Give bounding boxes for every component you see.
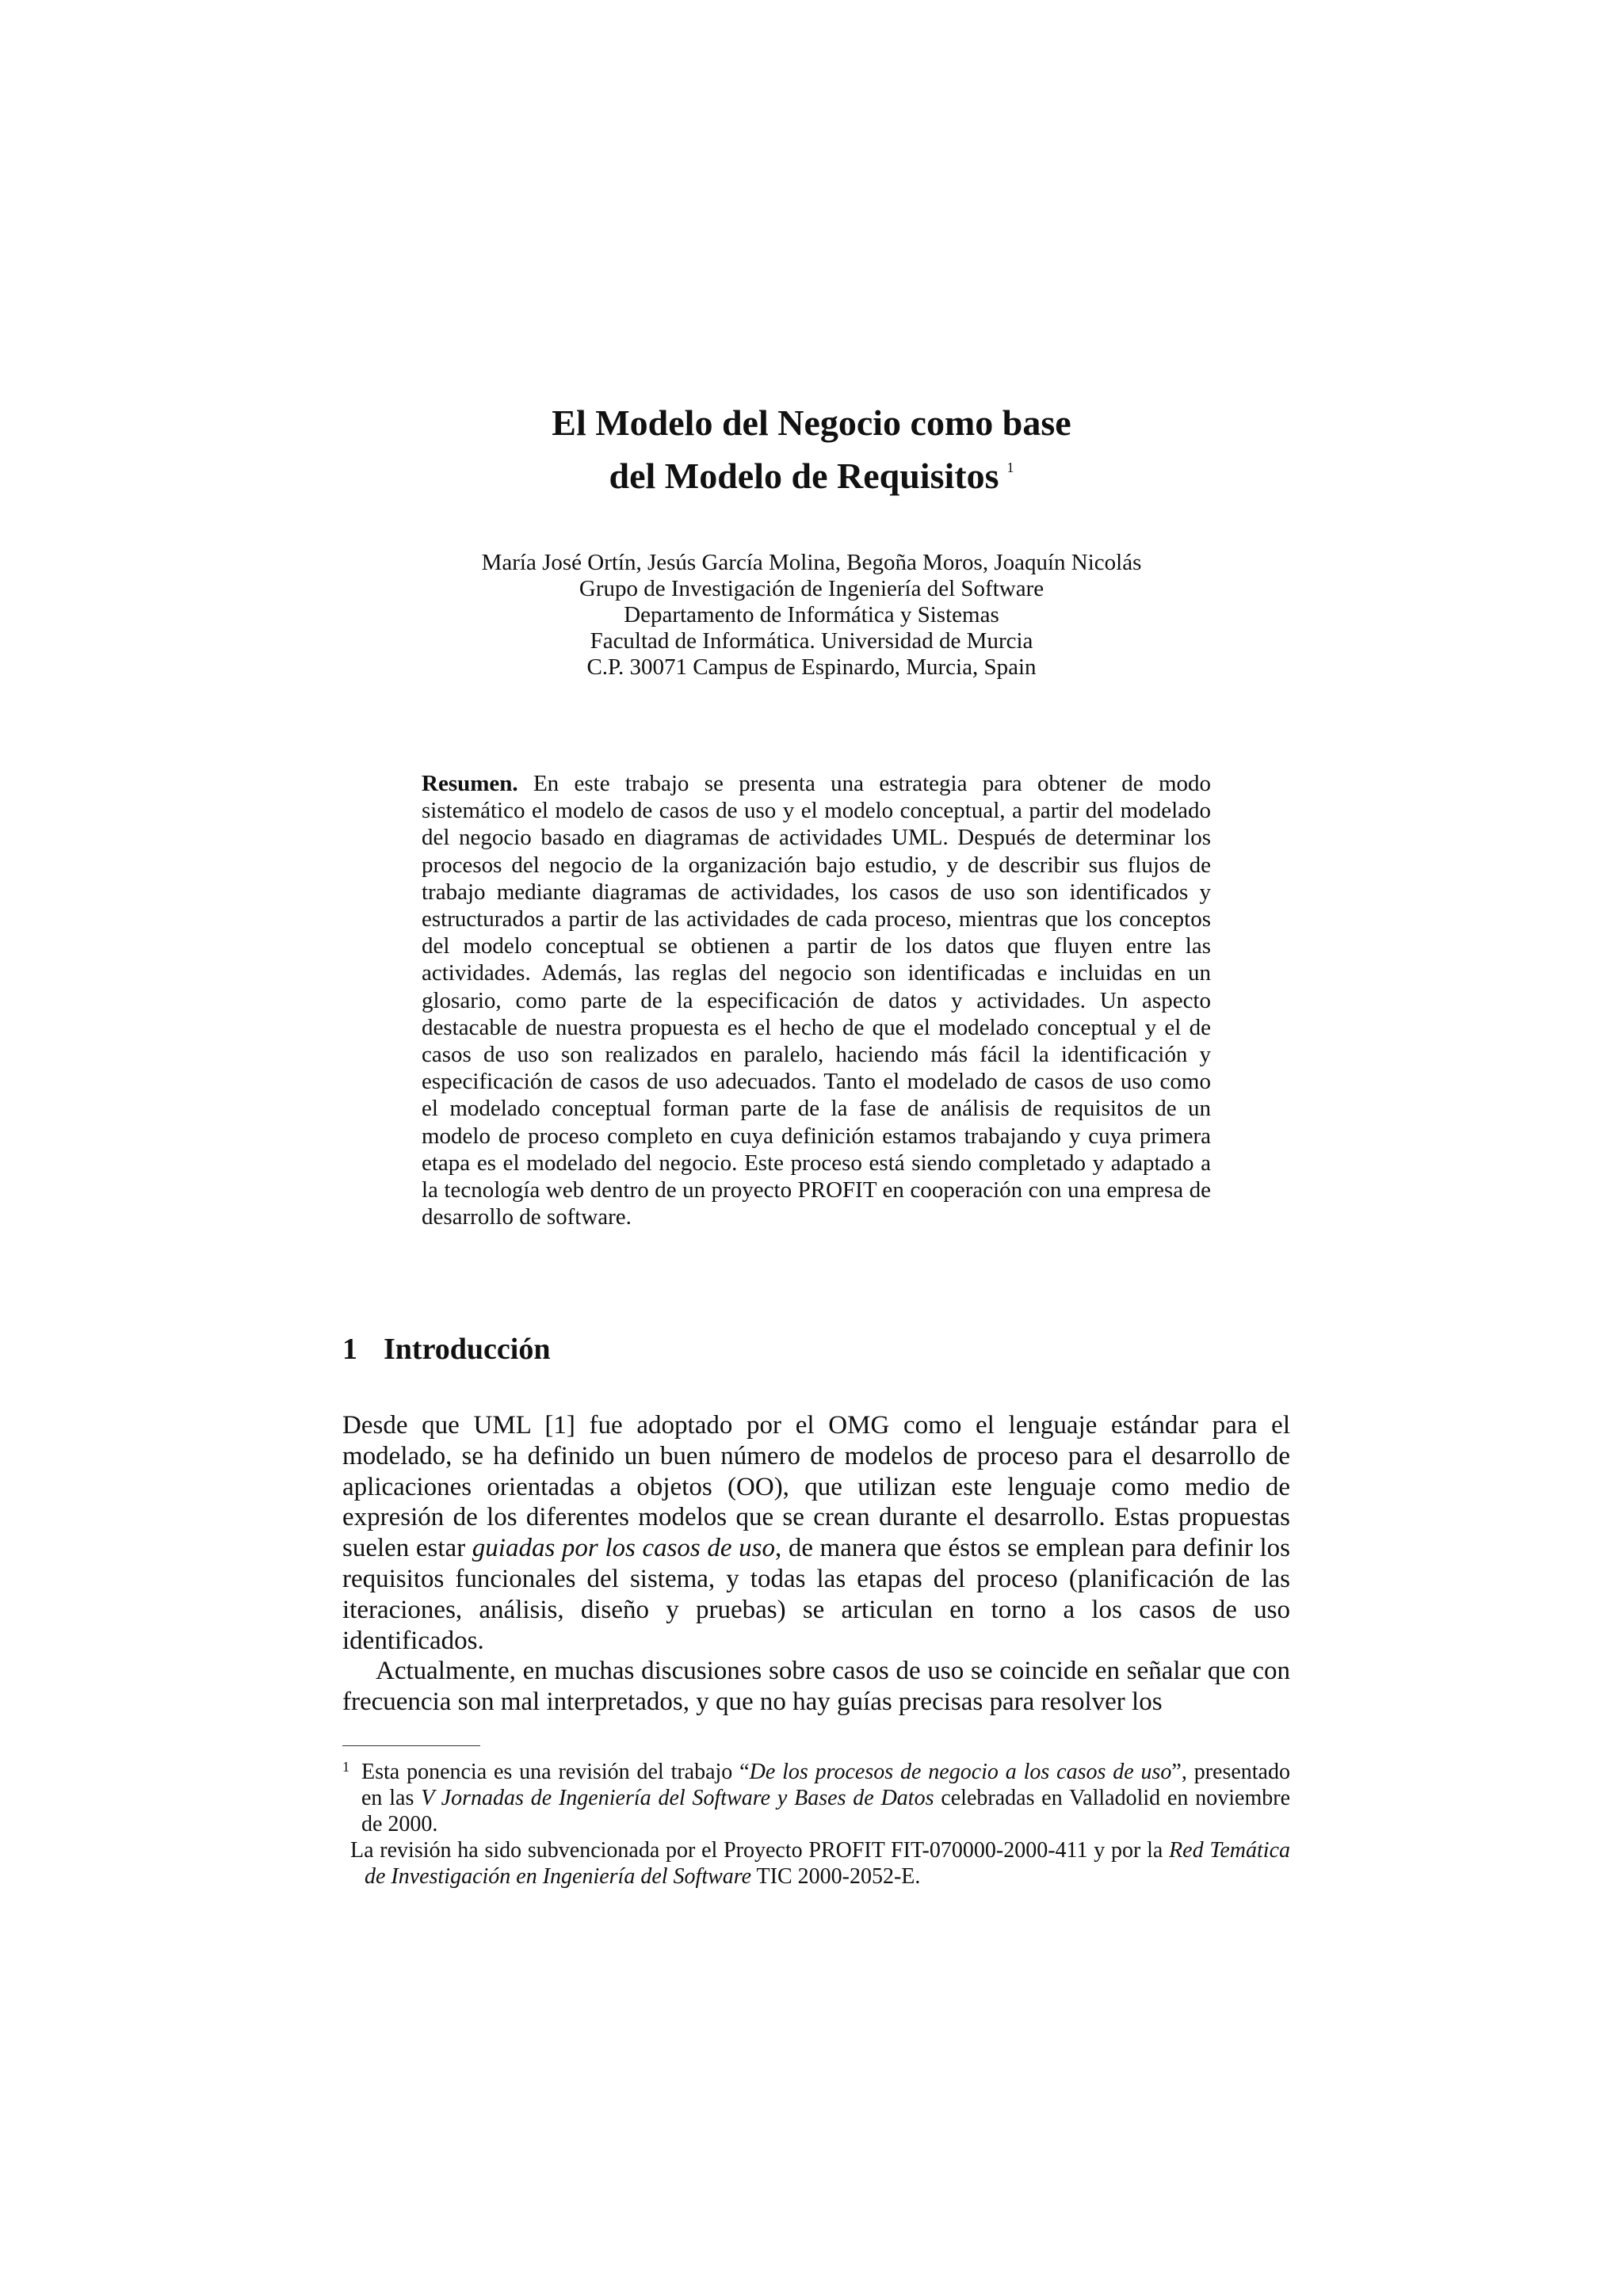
author-names: María José Ortín, Jesús García Molina, Begoña Moros, Joaquín Nicolás xyxy=(481,550,1142,575)
title-line-2-text: del Modelo de Requisitos xyxy=(609,456,999,496)
footnotes xyxy=(342,1759,1290,1890)
abstract xyxy=(422,770,1211,1230)
paper-title xyxy=(0,401,1623,498)
footnote-2 xyxy=(342,1837,1290,1890)
footnote-1 xyxy=(342,1759,1290,1837)
intro-p1-before: Desde que UML [1] fue adoptado por el OMG como el lenguaje estándar para el modelado, se ha definido un buen número de modelos de proceso para el desarrollo de aplicaciones orientadas a objetos (OO), que utilizan este lenguaje como medio de expresión de los diferentes modelos que se crean durante el desarrollo. Estas propuestas suelen estar xyxy=(342,1411,1290,1563)
intro-paragraph-1 xyxy=(342,1410,1290,1656)
footnote-1-emphasis-2: V Jornadas de Ingeniería del Software y Bases de Datos xyxy=(421,1786,934,1810)
author-faculty: Facultad de Informática. Universidad de Murcia xyxy=(590,628,1033,654)
intro-p1-after: , de manera que éstos se emplean para definir los requisitos funcionales del sistema, y todas las etapas del proceso (planificación de las iteraciones, análisis, diseño y pruebas) se articulan en torno a los casos de uso identificados. xyxy=(342,1534,1290,1655)
section-heading xyxy=(342,1331,550,1367)
footnote-2-part-b: TIC 2000-2052-E. xyxy=(751,1864,921,1889)
author-department: Departamento de Informática y Sistemas xyxy=(624,602,999,627)
footnote-1-part-c: celebradas en Valladolid en noviembre de 2000. xyxy=(361,1786,1291,1836)
intro-p1-emphasis: guiadas por los casos de uso xyxy=(472,1534,775,1563)
author-address: C.P. 30071 Campus de Espinardo, Murcia, Spain xyxy=(586,654,1037,680)
intro-body xyxy=(342,1410,1290,1718)
abstract-label: Resumen. xyxy=(422,771,518,796)
abstract-text: En este trabajo se presenta una estrategia para obtener de modo sistemático el modelo de casos de uso y el modelo conceptual, a partir del modelado del negocio basado en diagramas de actividades UML. Después de determinar los procesos del negocio de la organización bajo estudio, y de describir sus flujos de trabajo mediante diagramas de actividades, los casos de uso son identificados y estructurados a partir de las actividades de cada proceso, mientras que los conceptos del modelo conceptual se obtienen a partir de los datos que fluyen entre las actividades. Además, las reglas del negocio son identificadas e incluidas en un glosario, como parte de la especificación de datos y actividades. Un aspecto destacable de nuestra propuesta es el hecho de que el modelado conceptual y el de casos de uso son realizados en paralelo, haciendo más fácil la identificación y especificación de casos de uso adecuados. Tanto el modelado de casos de uso como el modelado conceptual forman parte de la fase de análisis de requisitos de un modelo de proceso completo en cuya definición estamos trabajando y cuya primera etapa es el modelado del negocio. Este proceso está siendo completado y adaptado a la tecnología web dentro de un proyecto PROFIT en cooperación con una empresa de desarrollo de software. xyxy=(422,771,1211,1230)
footnote-2-emphasis: Red Temática de Investigación en Ingeniería del Software xyxy=(365,1838,1290,1889)
title-line-1: El Modelo del Negocio como base xyxy=(552,402,1071,443)
author-block xyxy=(0,550,1623,681)
intro-paragraph-2: Actualmente, en muchas discusiones sobre casos de uso se coincide en señalar que con frecuencia son mal interpretados, y que no hay guías precisas para resolver los xyxy=(342,1657,1290,1717)
author-group: Grupo de Investigación de Ingeniería del Software xyxy=(579,576,1044,601)
section-number: 1 xyxy=(342,1333,357,1366)
section-title: Introducción xyxy=(384,1333,551,1366)
footnote-1-part-b: ”, presentado en las xyxy=(361,1760,1290,1810)
footnote-1-emphasis-1: De los procesos de negocio a los casos de uso xyxy=(749,1760,1172,1784)
footnote-1-part-a: Esta ponencia es una revisión del trabajo “ xyxy=(361,1760,750,1784)
title-footnote-mark: 1 xyxy=(1006,460,1014,475)
title-line-2 xyxy=(0,445,1623,498)
footnote-divider xyxy=(342,1745,480,1746)
footnote-mark: 1 xyxy=(342,1759,349,1775)
footnote-2-part-a: La revisión ha sido subvencionada por el Proyecto PROFIT FIT-070000-2000-411 y por la xyxy=(350,1838,1170,1863)
